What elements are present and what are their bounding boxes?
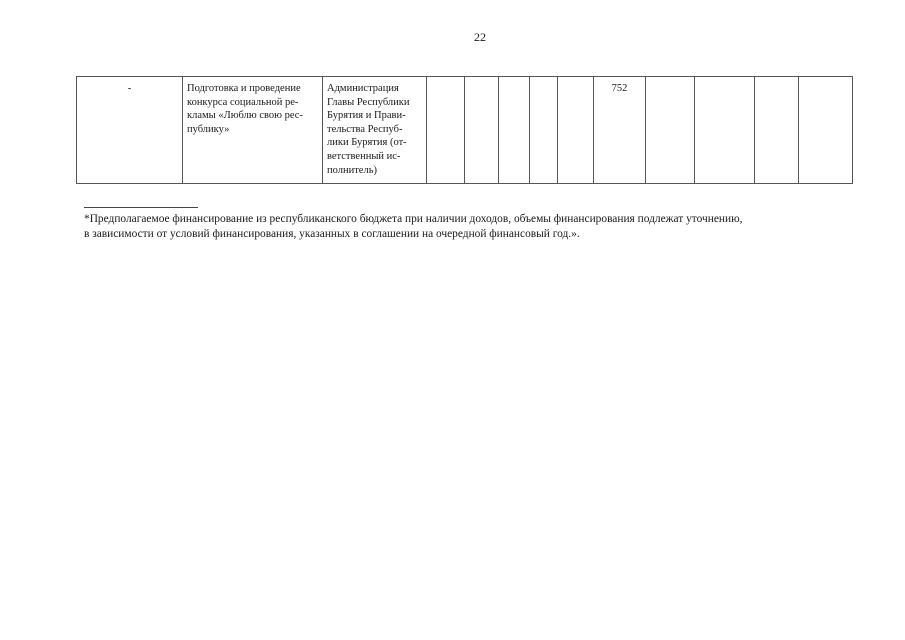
- activity-line: кламы «Люблю свою рес-: [187, 110, 303, 122]
- activity-line: конкурса социальной ре-: [187, 96, 299, 108]
- page-number: 22: [474, 30, 486, 44]
- executor-line: Главы Республики: [327, 96, 410, 108]
- executor-line: лики Бурятия (от-: [327, 137, 407, 149]
- row-number-cell: -: [77, 77, 183, 184]
- executor-line: Бурятия и Прави-: [327, 110, 406, 122]
- empty-cell: [799, 77, 853, 184]
- empty-cell: [695, 77, 755, 184]
- executor-cell: [323, 77, 427, 184]
- activity-line: публику»: [187, 123, 230, 135]
- empty-cell: [530, 77, 558, 184]
- empty-cell: [499, 77, 530, 184]
- executor-line: Администрация: [327, 83, 399, 94]
- footnote-line: *Предполагаемое финансирование из республиканского бюджета при наличии доходов, объемы финансирования подлежат уточнению,: [84, 213, 743, 225]
- empty-cell: [755, 77, 799, 184]
- program-activities-table: [76, 76, 853, 184]
- empty-cell: [427, 77, 465, 184]
- executor-line: полнитель): [327, 164, 377, 176]
- empty-cell: [558, 77, 594, 184]
- executor-line: тельства Респуб-: [327, 123, 403, 135]
- activity-line: Подготовка и проведение: [187, 83, 301, 94]
- footnote: [84, 212, 864, 243]
- table-row: [77, 77, 853, 184]
- executor-line: ветственный ис-: [327, 150, 401, 162]
- activity-cell: [183, 77, 323, 184]
- empty-cell: [646, 77, 695, 184]
- footnote-line: в зависимости от условий финансирования, указанных в соглашении на очередной финансовый год.».: [84, 228, 580, 241]
- empty-cell: [465, 77, 499, 184]
- footnote-separator: [84, 207, 198, 208]
- budget-code-cell: 752: [594, 77, 646, 184]
